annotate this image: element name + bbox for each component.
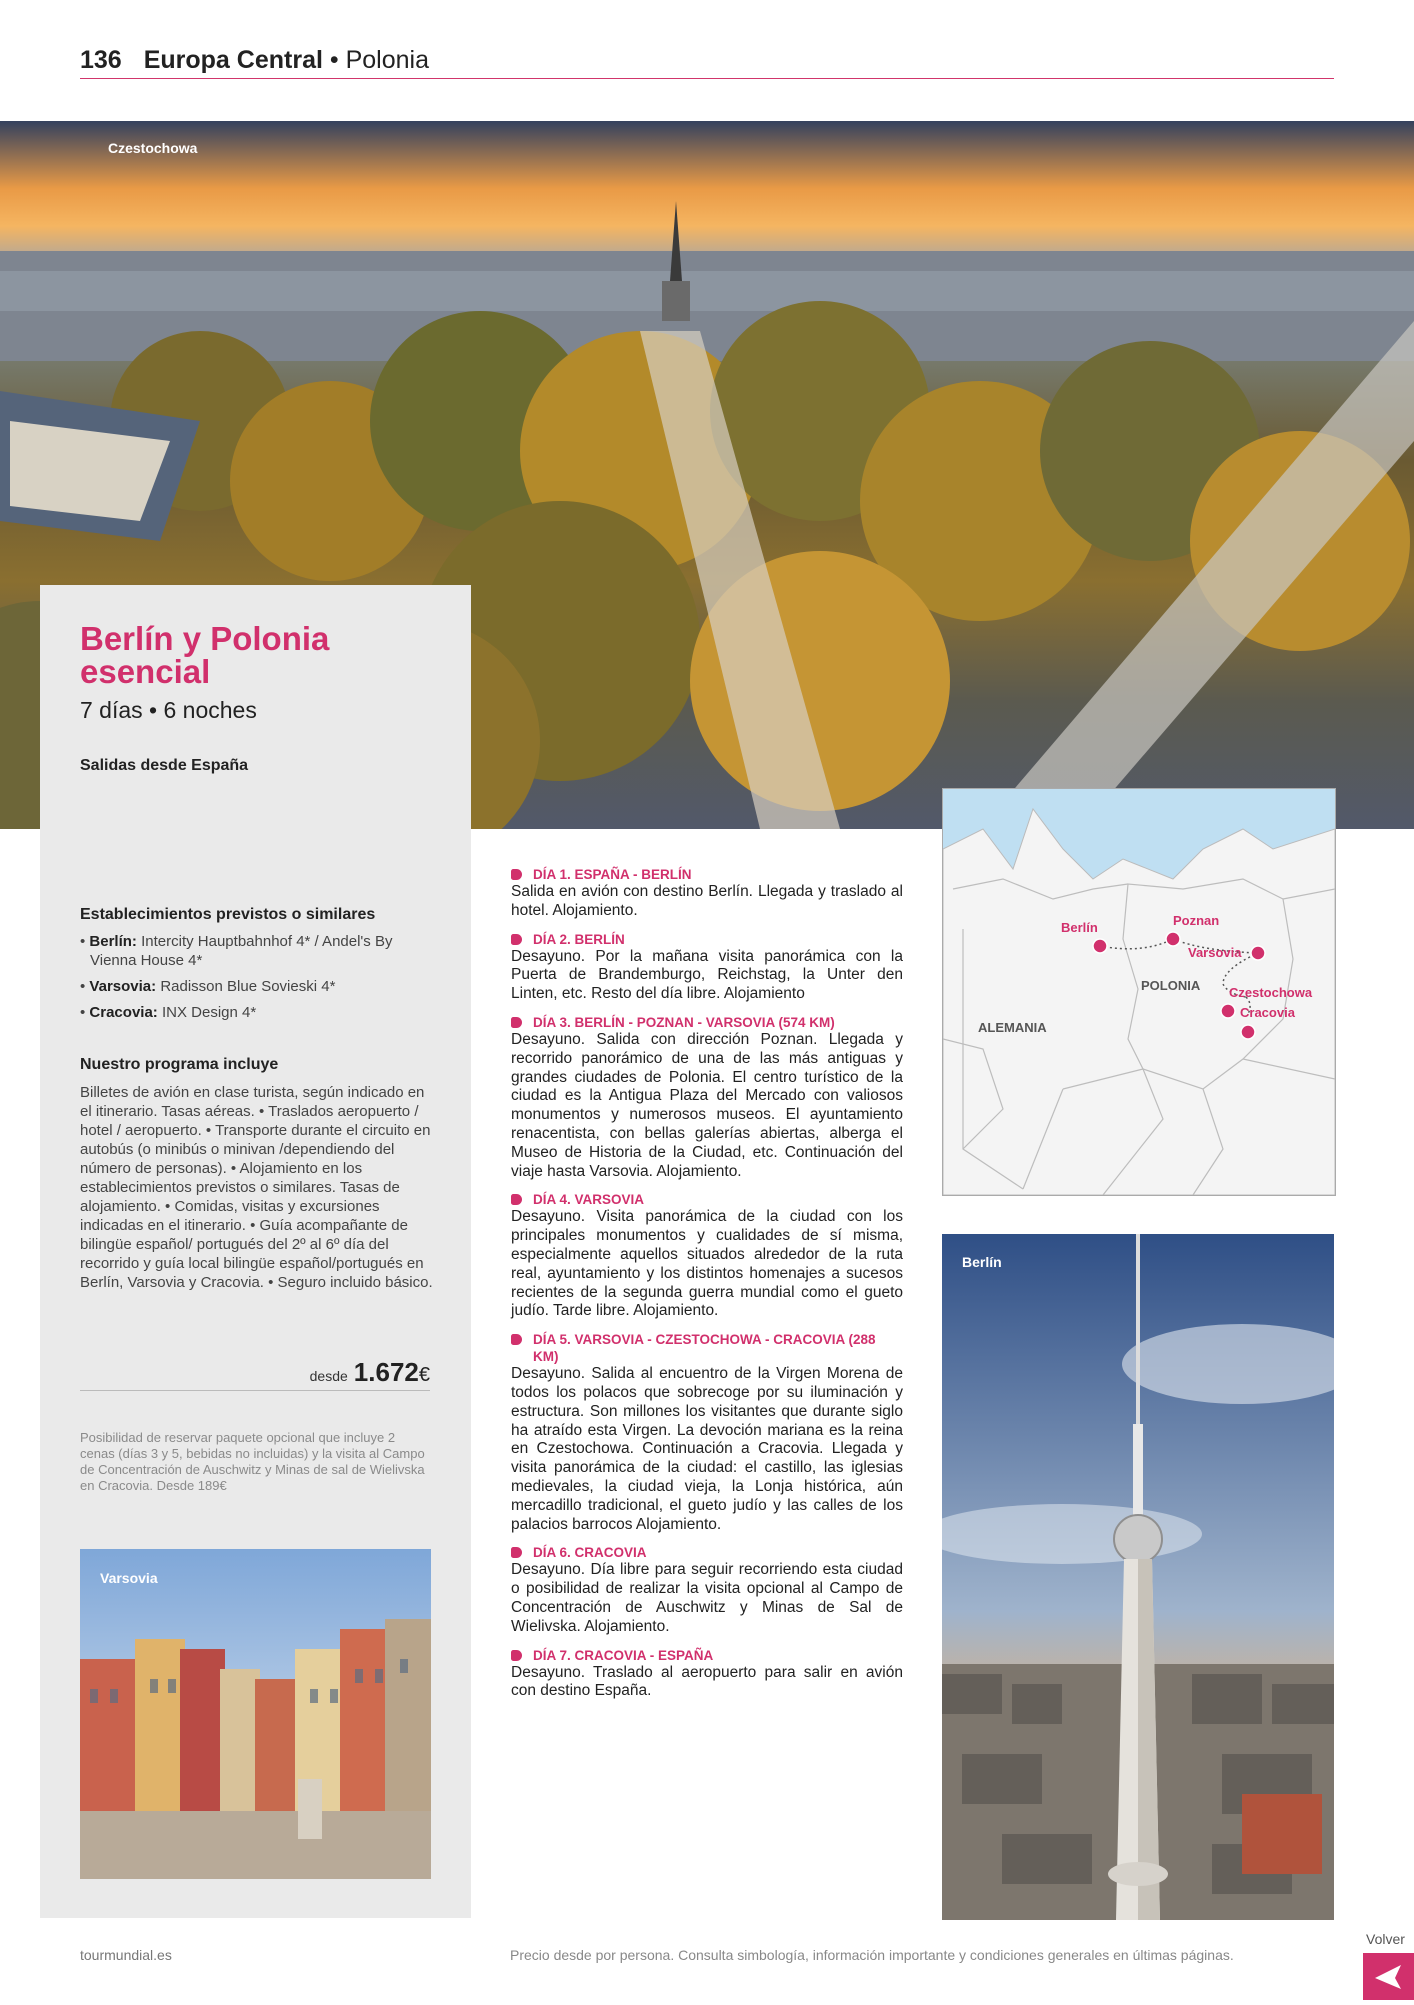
map-label-poznan: Poznan <box>1173 913 1220 928</box>
map-label-berlin: Berlín <box>1061 920 1098 935</box>
page-number: 136 <box>80 46 122 74</box>
day-text: Desayuno. Salida con dirección Poznan. Llegada y recorrido panorámico de una de las más antiguas y grandes ciudades de Polonia. El centro turístico de la ciudad es la Antigua Plaza del Mercado con valiosos monumentos y numerosos museos. El ayuntamiento renacentista, con bellas galerías abiertas, alberga el Museo de Historia de la Ciudad, etc. Continuación del viaje hasta Varsovia. Alojamiento. <box>511 1030 903 1180</box>
trip-title: Berlín y Polonia esencial <box>80 620 330 690</box>
program-heading: Nuestro programa incluye <box>80 1056 279 1073</box>
day-text: Desayuno. Por la mañana visita panorámica con la Puerta de Brandemburgo, Reichstag, la Unter den Linten, etc. Resto del día libre. Alojamiento <box>511 947 903 1003</box>
day-title: DÍA 5. VARSOVIA - CZESTOCHOWA - CRACOVIA (288 KM) <box>511 1331 903 1365</box>
map-marker-poznan <box>1166 932 1180 946</box>
price-block <box>290 1357 430 1388</box>
day-text: Salida en avión con destino Berlín. Llegada y traslado al hotel. Alojamiento. <box>511 883 903 919</box>
back-arrow-icon <box>1363 1953 1414 2000</box>
hero-caption: Czestochowa <box>108 140 198 156</box>
back-label: Volver <box>1366 1931 1405 1947</box>
program-text: Billetes de avión en clase turista, según indicado en el itinerario. Tasas aéreas. • Traslados aeropuerto / hotel / aeropuerto. • Transporte durante el circuito en autobús (o minibús o minivan /dependiendo del número de personas). • Alojamiento en los establecimientos previstos o similares. Tasas de alojamiento. • Comidas, visitas y excursiones indicadas en el itinerario. • Guía acompañante de bilingüe español/ portugués del 2º al 6º día del recorrido y guía local bilingüe español/portugués en Berlín, Varsovia y Cracovia. • Seguro incluido básico. <box>80 1084 433 1291</box>
day-text: Desayuno. Día libre para seguir recorriendo esta ciudad o posibilidad de realizar la visita opcional al Campo de Concentración de Auschwitz y Minas de Sal de Wielivska. Alojamiento. <box>511 1561 903 1635</box>
city-name: Varsovia: <box>89 978 157 995</box>
day-title: DÍA 1. ESPAÑA - BERLÍN <box>511 866 903 883</box>
price-value: 1.672 <box>353 1357 419 1387</box>
country-name: Polonia <box>345 46 429 74</box>
list-item: • Cracovia: INX Design 4* <box>80 1004 257 1021</box>
day-text: Desayuno. Visita panorámica de la ciudad con los principales monumentos y cualidades de sí misma, especialmente aquellos situados alrededor de la ruta real, ayuntamiento y los distintos homenajes a sucesos recientes de la segunda guerra mundial como el gueto judío. Tarde libre. Alojamiento. <box>511 1208 903 1320</box>
itinerary-day <box>511 1647 903 1702</box>
establishments-list <box>80 932 440 1029</box>
map-label-polonia: POLONIA <box>1141 978 1201 993</box>
hotel-name: INX Design 4* <box>161 1004 257 1021</box>
price-prefix: desde <box>309 1368 348 1384</box>
list-item: • Varsovia: Radisson Blue Sovieski 4* <box>80 978 336 995</box>
header-separator: • <box>329 46 339 74</box>
map-marker-varsovia <box>1251 946 1265 960</box>
map-label-czestochowa: Czestochowa <box>1229 985 1313 1000</box>
day-title: DÍA 4. VARSOVIA <box>511 1191 903 1208</box>
map-marker-berlin <box>1093 939 1107 953</box>
day-title: DÍA 7. CRACOVIA - ESPAÑA <box>511 1647 903 1664</box>
day-text: Desayuno. Salida al encuentro de la Virgen Morena de todos los polacos que sobrecoge por su iluminación y estructura. Son millones los visitantes que durante siglo ha atraído esta Virgen. La devoción mariana es la reina en Czestochowa. Continuación a Cracovia. Llegada y visita panorámica de la ciudad: el castillo, las iglesias medievales, la ciudad vieja, la Lonja histórica, aún mercadillo tradicional, el gueto judío y las calles de los palacios barrocos Alojamiento. <box>511 1365 903 1533</box>
map-label-alemania: ALEMANIA <box>978 1020 1047 1035</box>
price-divider <box>80 1390 430 1391</box>
city-name: Berlín: <box>89 933 137 950</box>
list-item: • Berlín: Intercity Hauptbahnhof 4* / Andel's By Vienna House 4* <box>80 933 393 969</box>
footer-note: Precio desde por persona. Consulta simbología, información importante y condiciones generales en últimas páginas. <box>510 1947 1234 1963</box>
photo-varsovia <box>80 1549 431 1879</box>
itinerary-day <box>511 1014 903 1181</box>
trip-duration: 7 días • 6 noches <box>80 697 257 723</box>
itinerary-day <box>511 931 903 1004</box>
page-header <box>80 46 429 75</box>
route-map <box>942 788 1336 1196</box>
photo-berlin <box>942 1234 1334 1920</box>
itinerary <box>511 866 903 1711</box>
itinerary-day <box>511 1191 903 1321</box>
itinerary-day <box>511 866 903 921</box>
header-rule <box>80 78 1334 79</box>
footer-site: tourmundial.es <box>80 1947 172 1963</box>
itinerary-day <box>511 1544 903 1636</box>
itinerary-day <box>511 1331 903 1534</box>
day-title: DÍA 6. CRACOVIA <box>511 1544 903 1561</box>
map-label-cracovia: Cracovia <box>1240 1005 1295 1020</box>
city-name: Cracovia: <box>89 1004 158 1021</box>
back-button[interactable] <box>1363 1953 1414 2000</box>
hotel-name: Intercity Hauptbahnhof 4* / Andel's By Vienna House 4* <box>90 933 393 969</box>
varsovia-caption: Varsovia <box>100 1570 158 1586</box>
region-name: Europa Central <box>143 46 323 74</box>
establishments-heading: Establecimientos previstos o similares <box>80 906 376 923</box>
day-text: Desayuno. Traslado al aeropuerto para salir en avión con destino España. <box>511 1663 903 1700</box>
map-marker-cracovia <box>1241 1025 1255 1039</box>
berlin-caption: Berlín <box>962 1254 1002 1270</box>
map-label-varsovia: Varsovia <box>1188 945 1242 960</box>
map-marker-czestochowa <box>1221 1004 1235 1018</box>
departures-label: Salidas desde España <box>80 757 249 774</box>
price-currency: € <box>418 1364 430 1386</box>
optional-package-text: Posibilidad de reservar paquete opcional que incluye 2 cenas (días 3 y 5, bebidas no incluidas) y la visita al Campo de Concentración de Auschwitz y Minas de sal de Wielivska en Cracovia. Desde 189€ <box>80 1430 425 1493</box>
day-title: DÍA 3. BERLÍN - POZNAN - VARSOVIA (574 KM) <box>511 1014 903 1031</box>
day-title: DÍA 2. BERLÍN <box>511 931 903 948</box>
hotel-name: Radisson Blue Sovieski 4* <box>160 978 336 995</box>
